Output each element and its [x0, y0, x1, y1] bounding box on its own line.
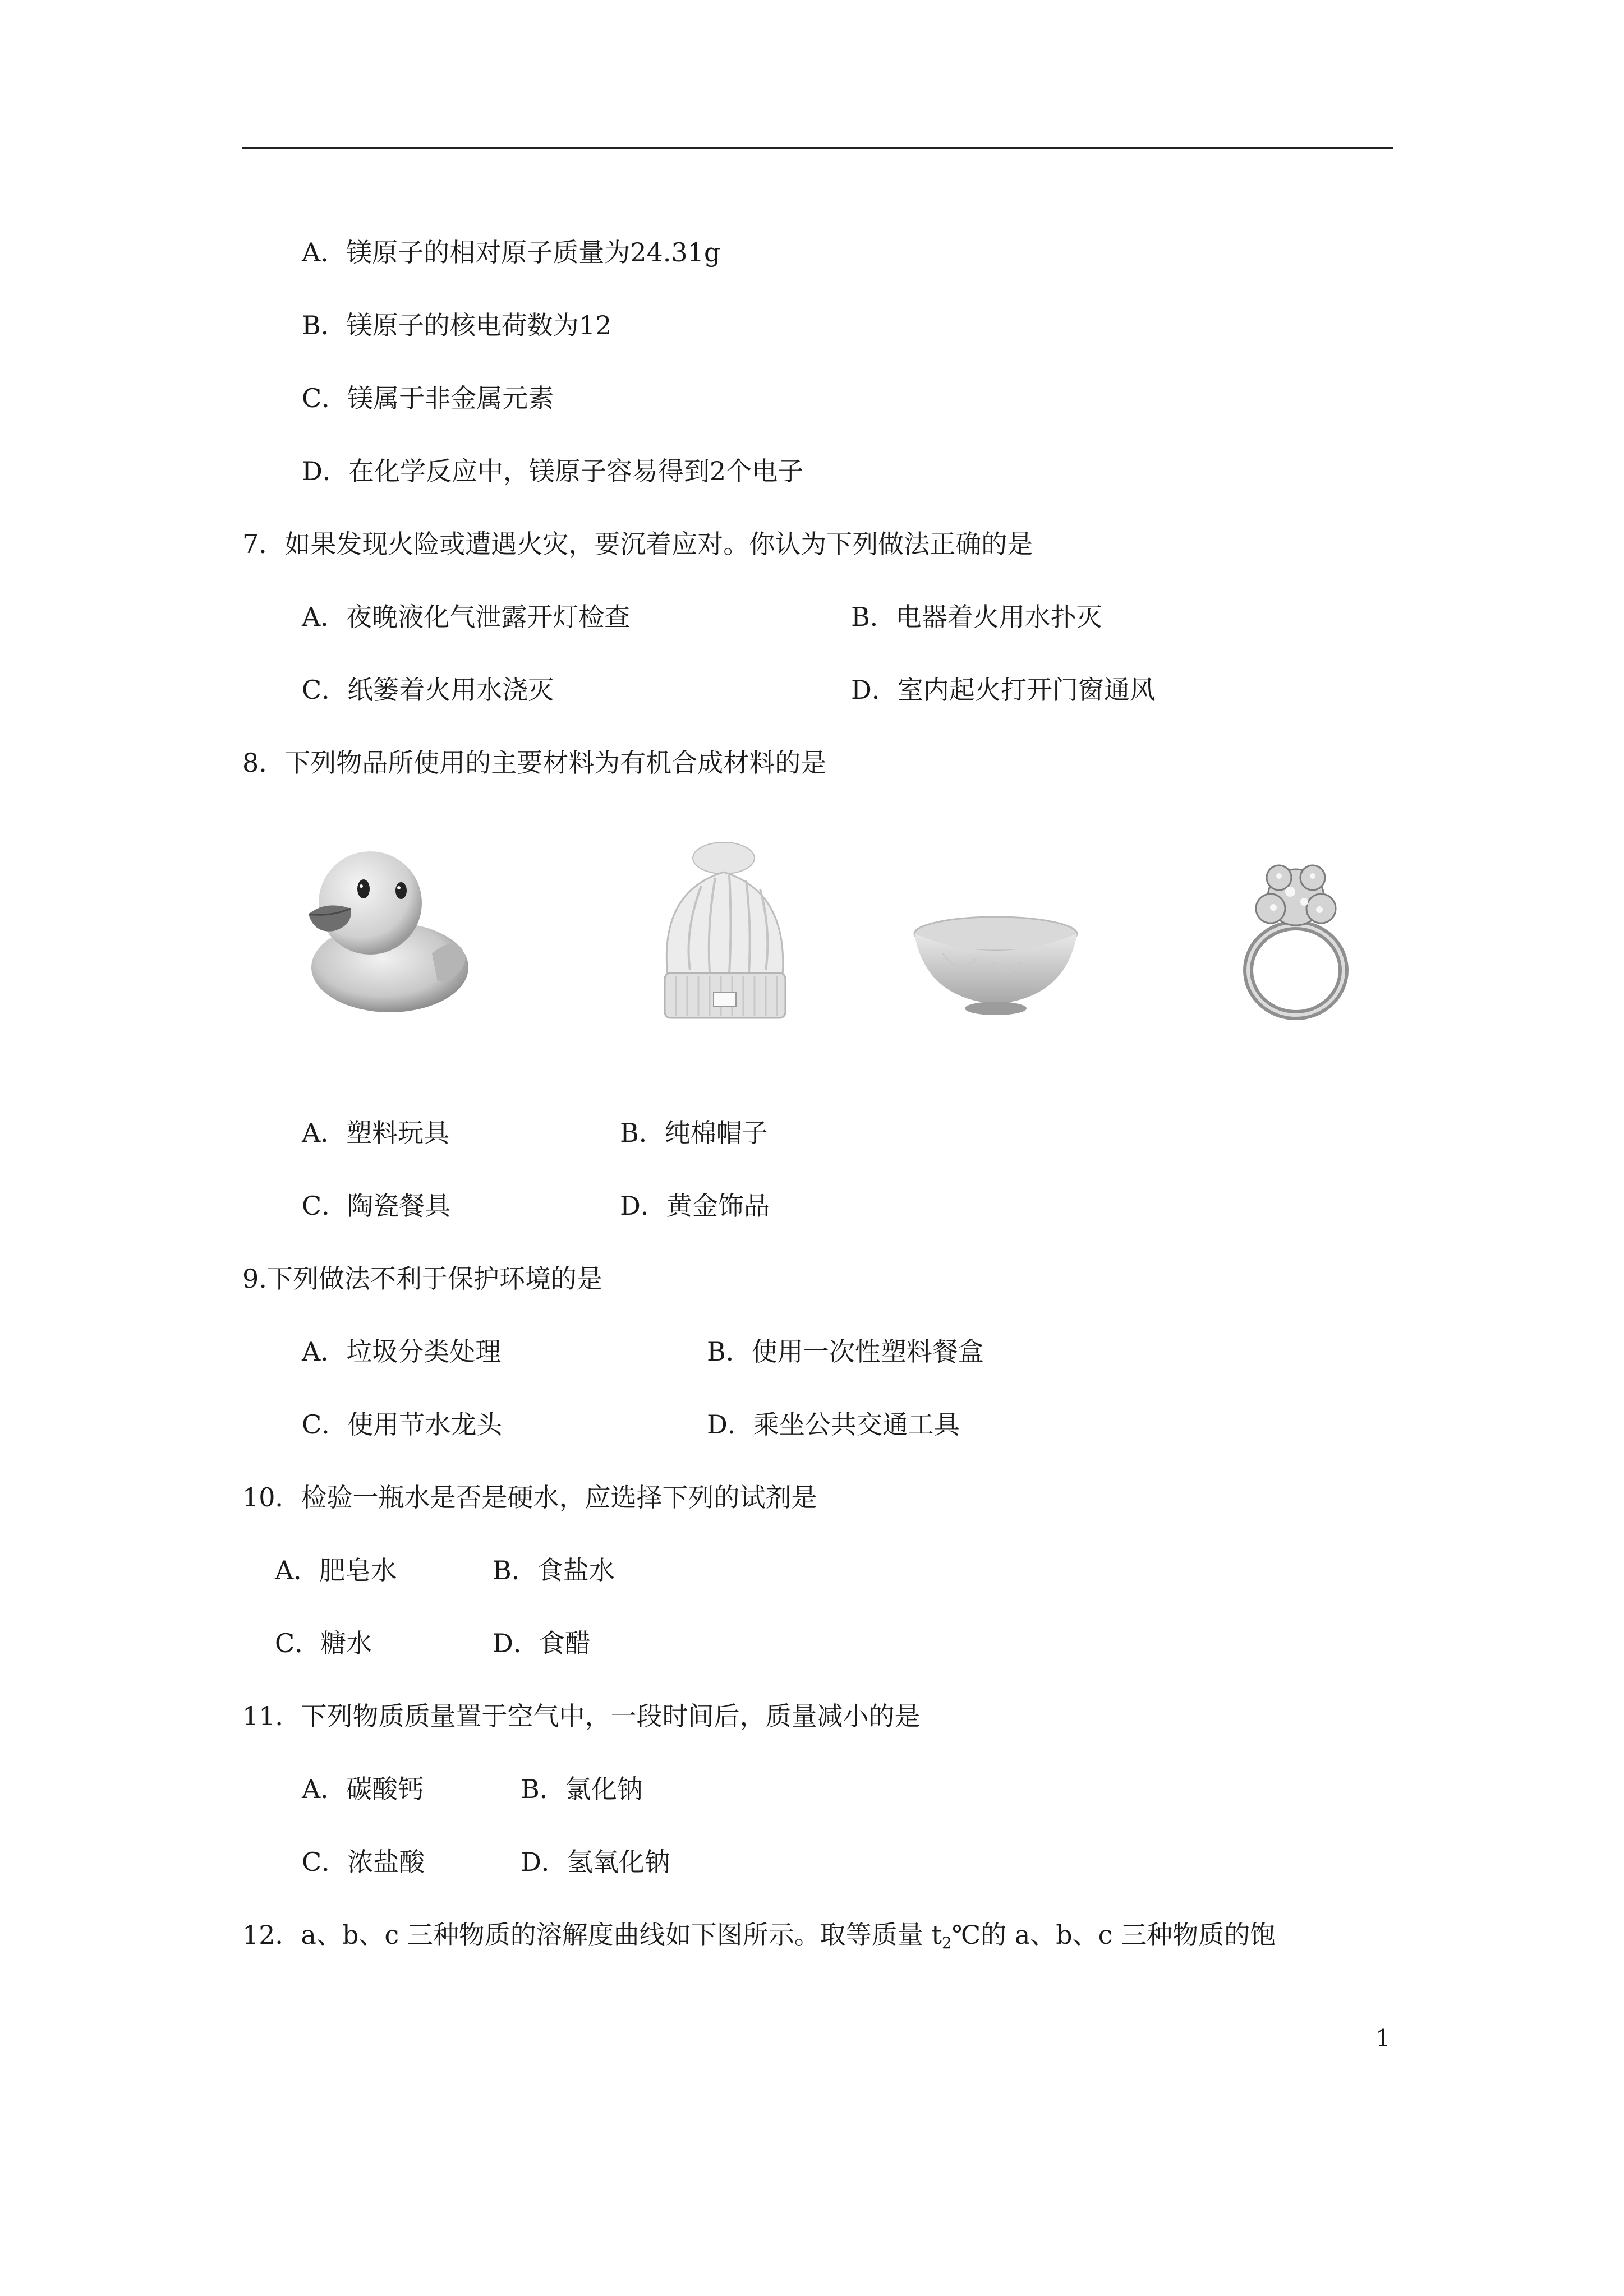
- q11-option-a: A．碳酸钙: [302, 1774, 424, 1804]
- q12-stem-part1: 12．a、b、c 三种物质的溶解度曲线如下图所示。取等质量 t: [242, 1920, 942, 1950]
- q9-option-b: B．使用一次性塑料餐盒: [707, 1336, 984, 1367]
- q9-option-d: D．乘坐公共交通工具: [707, 1409, 960, 1440]
- q6-option-c: C．镁属于非金属元素: [302, 383, 554, 413]
- q10-option-a: A．肥皂水: [275, 1555, 397, 1585]
- q8-option-a: A．塑料玩具: [302, 1118, 450, 1148]
- q11-option-c: C．浓盐酸: [302, 1847, 425, 1877]
- q7-option-c: C．纸篓着火用水浇灭: [302, 675, 554, 705]
- q7-stem: 7．如果发现火险或遭遇火灾，要沉着应对。你认为下列做法正确的是: [242, 529, 1033, 559]
- q11-option-d: D．氢氧化钠: [521, 1847, 670, 1877]
- q8-stem: 8．下列物品所使用的主要材料为有机合成材料的是: [242, 748, 827, 778]
- q8-option-c: C．陶瓷餐具: [302, 1191, 451, 1221]
- q7-option-b: B．电器着火用水扑灭: [851, 602, 1102, 632]
- q12-stem: [242, 1918, 1276, 1960]
- q8-option-d: D．黄金饰品: [620, 1191, 770, 1221]
- q6-option-d: D．在化学反应中，镁原子容易得到2个电子: [302, 456, 804, 486]
- q12-stem-subscript: 2: [941, 1934, 952, 1952]
- ceramic-bowl-image: [909, 909, 1083, 1021]
- q9-stem: 9.下列做法不利于保护环境的是: [242, 1264, 602, 1294]
- q6-option-a: A．镁原子的相对原子质量为24.31g: [302, 237, 721, 268]
- q10-option-b: B．食盐水: [493, 1555, 615, 1585]
- rubber-duck-image: [292, 841, 471, 1021]
- q7-option-a: A．夜晚液化气泄露开灯检查: [302, 602, 631, 632]
- q9-option-a: A．垃圾分类处理: [302, 1336, 502, 1367]
- q6-option-b: B．镁原子的核电荷数为12: [302, 310, 612, 340]
- page-number: 1: [1375, 2025, 1391, 2052]
- q7-option-d: D．室内起火打开门窗通风: [851, 675, 1156, 705]
- header-rule: [242, 147, 1393, 149]
- gold-ring-image: [1223, 852, 1369, 1026]
- q8-option-b: B．纯棉帽子: [620, 1118, 768, 1148]
- q12-stem-part2: ℃的 a、b、c 三种物质的饱: [951, 1920, 1276, 1950]
- knit-hat-image: [651, 841, 808, 1026]
- q11-option-b: B．氯化钠: [521, 1774, 643, 1804]
- q10-option-d: D．食醋: [493, 1628, 591, 1658]
- q11-stem: 11．下列物质质量置于空气中，一段时间后，质量减小的是: [242, 1701, 921, 1731]
- q10-option-c: C．糖水: [275, 1628, 372, 1658]
- q10-stem: 10．检验一瓶水是否是硬水，应选择下列的试剂是: [242, 1482, 817, 1513]
- q9-option-c: C．使用节水龙头: [302, 1409, 503, 1440]
